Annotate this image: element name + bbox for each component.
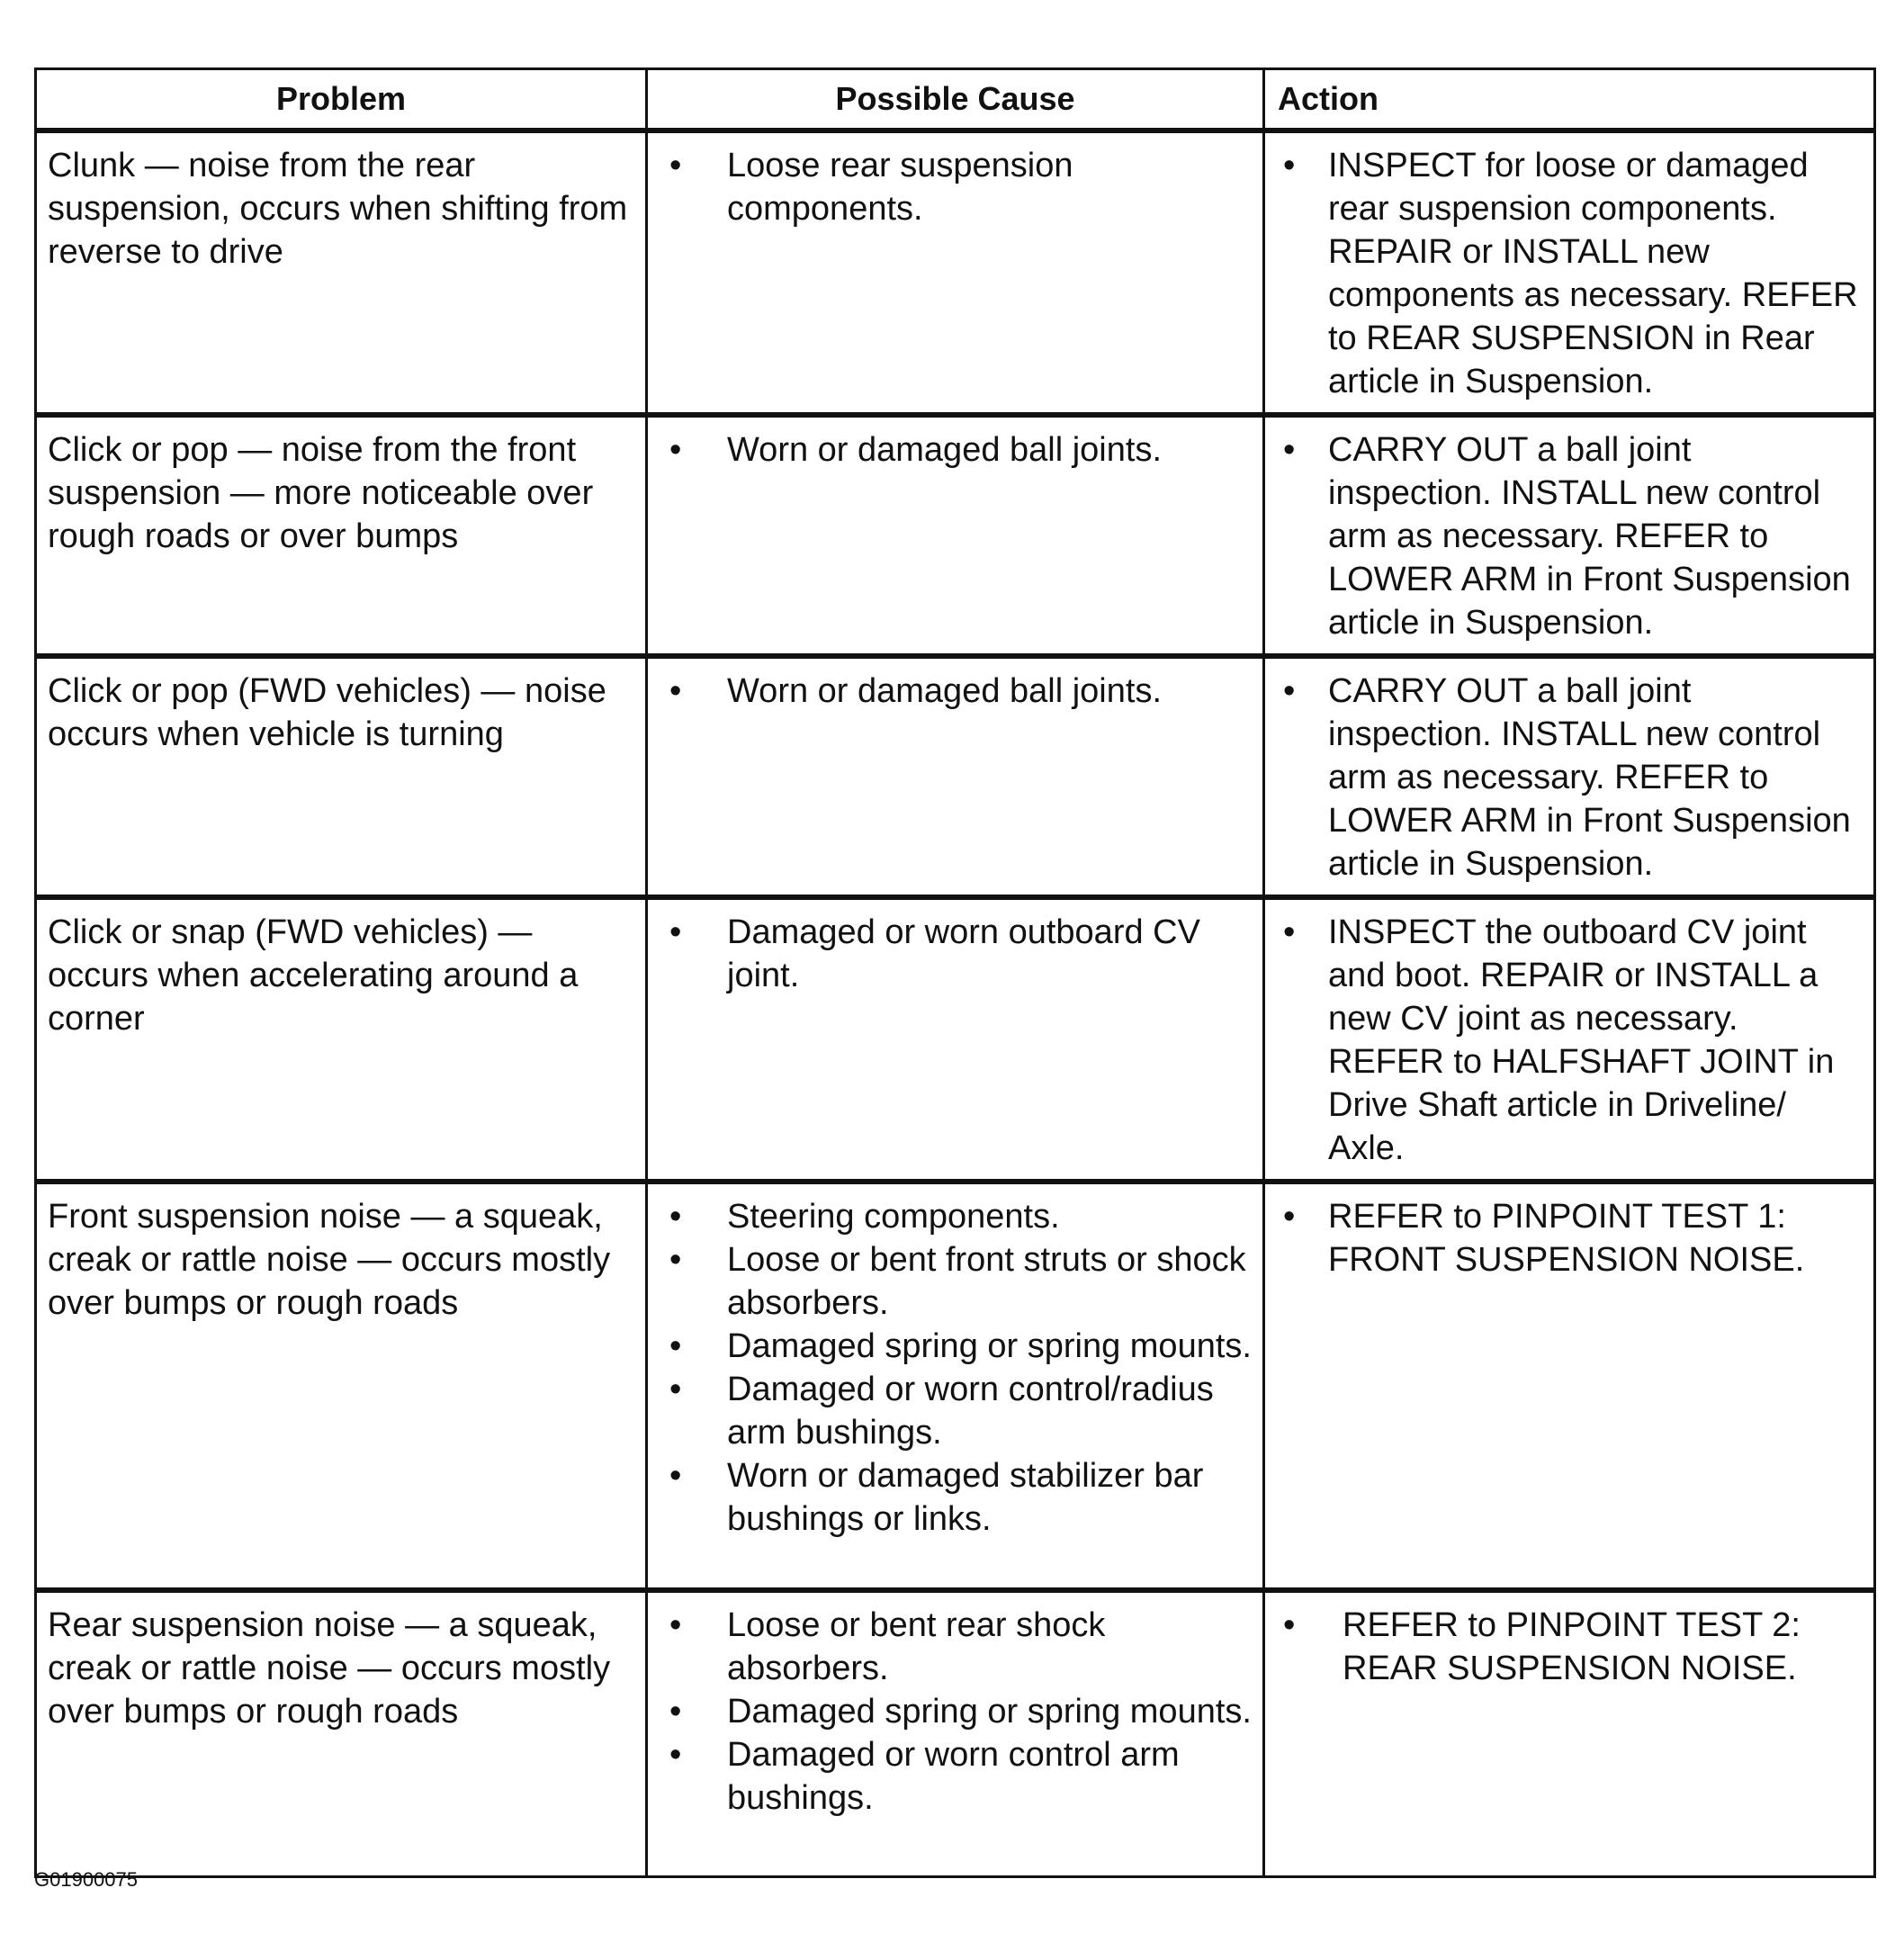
cause-list bbox=[659, 428, 1252, 472]
table-row bbox=[36, 1182, 1875, 1590]
table-row bbox=[36, 897, 1875, 1182]
action-list bbox=[1276, 911, 1863, 1170]
cause-item: • Worn or damaged stabilizer bar bushings or links. bbox=[659, 1454, 1252, 1541]
problem-cell: Clunk — noise from the rear suspension, occurs when shifting from reverse to drive bbox=[36, 130, 647, 415]
cause-cell bbox=[647, 1182, 1264, 1590]
cause-item: • Damaged or worn control/radius arm bushings. bbox=[659, 1368, 1252, 1454]
cause-item: • Damaged or worn control arm bushings. bbox=[659, 1733, 1252, 1820]
table-row bbox=[36, 130, 1875, 415]
problem-cell: Rear suspension noise — a squeak, creak or rattle noise — occurs mostly over bumps or rough roads bbox=[36, 1590, 647, 1876]
cause-item: • Damaged spring or spring mounts. bbox=[659, 1325, 1252, 1368]
action-cell bbox=[1264, 1590, 1875, 1876]
action-list bbox=[1276, 1195, 1863, 1281]
cause-item: • Damaged spring or spring mounts. bbox=[659, 1690, 1252, 1733]
cause-item: • Damaged or worn outboard CV joint. bbox=[659, 911, 1252, 997]
action-cell bbox=[1264, 415, 1875, 656]
problem-cell: Click or snap (FWD vehicles) — occurs when accelerating around a corner bbox=[36, 897, 647, 1182]
cause-list bbox=[659, 1604, 1252, 1820]
cause-item: • Steering components. bbox=[659, 1195, 1252, 1238]
cause-list bbox=[659, 1195, 1252, 1541]
cause-item: • Worn or damaged ball joints. bbox=[659, 670, 1252, 713]
cause-cell bbox=[647, 1590, 1264, 1876]
cause-item: • Loose or bent rear shock absorbers. bbox=[659, 1604, 1252, 1690]
action-list bbox=[1276, 144, 1863, 403]
cause-cell bbox=[647, 656, 1264, 897]
header-problem: Problem bbox=[36, 69, 647, 131]
action-item: • INSPECT the outboard CV joint and boot. REPAIR or INSTALL a new CV joint as necessary. REFER to HALFSHAFT JOINT in Drive Shaft article in Driveline/ Axle. bbox=[1276, 911, 1863, 1170]
figure-id: G01900075 bbox=[34, 1868, 138, 1891]
cause-cell bbox=[647, 415, 1264, 656]
cause-item: • Loose rear suspension components. bbox=[659, 144, 1252, 230]
table-row bbox=[36, 415, 1875, 656]
cause-cell bbox=[647, 897, 1264, 1182]
action-list bbox=[1276, 428, 1863, 644]
action-item: • REFER to PINPOINT TEST 1: FRONT SUSPENSION NOISE. bbox=[1276, 1195, 1863, 1281]
cause-list bbox=[659, 670, 1252, 713]
action-item: • INSPECT for loose or damaged rear suspension components. REPAIR or INSTALL new components as necessary. REFER to REAR SUSPENSION in Rear article in Suspension. bbox=[1276, 144, 1863, 403]
action-list bbox=[1276, 670, 1863, 886]
action-cell bbox=[1264, 1182, 1875, 1590]
action-item: • CARRY OUT a ball joint inspection. INSTALL new control arm as necessary. REFER to LOWER ARM in Front Suspension article in Suspension. bbox=[1276, 428, 1863, 644]
problem-cell: Front suspension noise — a squeak, creak or rattle noise — occurs mostly over bumps or rough roads bbox=[36, 1182, 647, 1590]
cause-list bbox=[659, 144, 1252, 230]
action-item: • REFER to PINPOINT TEST 2: REAR SUSPENSION NOISE. bbox=[1276, 1604, 1863, 1690]
table-row bbox=[36, 1590, 1875, 1876]
problem-cell: Click or pop (FWD vehicles) — noise occurs when vehicle is turning bbox=[36, 656, 647, 897]
cause-item: • Loose or bent front struts or shock absorbers. bbox=[659, 1238, 1252, 1325]
problem-cell: Click or pop — noise from the front suspension — more noticeable over rough roads or over bumps bbox=[36, 415, 647, 656]
action-cell bbox=[1264, 897, 1875, 1182]
cause-cell bbox=[647, 130, 1264, 415]
table-row bbox=[36, 656, 1875, 897]
cause-list bbox=[659, 911, 1252, 997]
action-cell bbox=[1264, 130, 1875, 415]
action-item: • CARRY OUT a ball joint inspection. INSTALL new control arm as necessary. REFER to LOWER ARM in Front Suspension article in Suspension. bbox=[1276, 670, 1863, 886]
diagnosis-table bbox=[34, 67, 1876, 1878]
header-action: Action bbox=[1264, 69, 1875, 131]
header-possible-cause: Possible Cause bbox=[647, 69, 1264, 131]
header-row bbox=[36, 69, 1875, 131]
action-cell bbox=[1264, 656, 1875, 897]
action-list bbox=[1276, 1604, 1863, 1690]
cause-item: • Worn or damaged ball joints. bbox=[659, 428, 1252, 472]
